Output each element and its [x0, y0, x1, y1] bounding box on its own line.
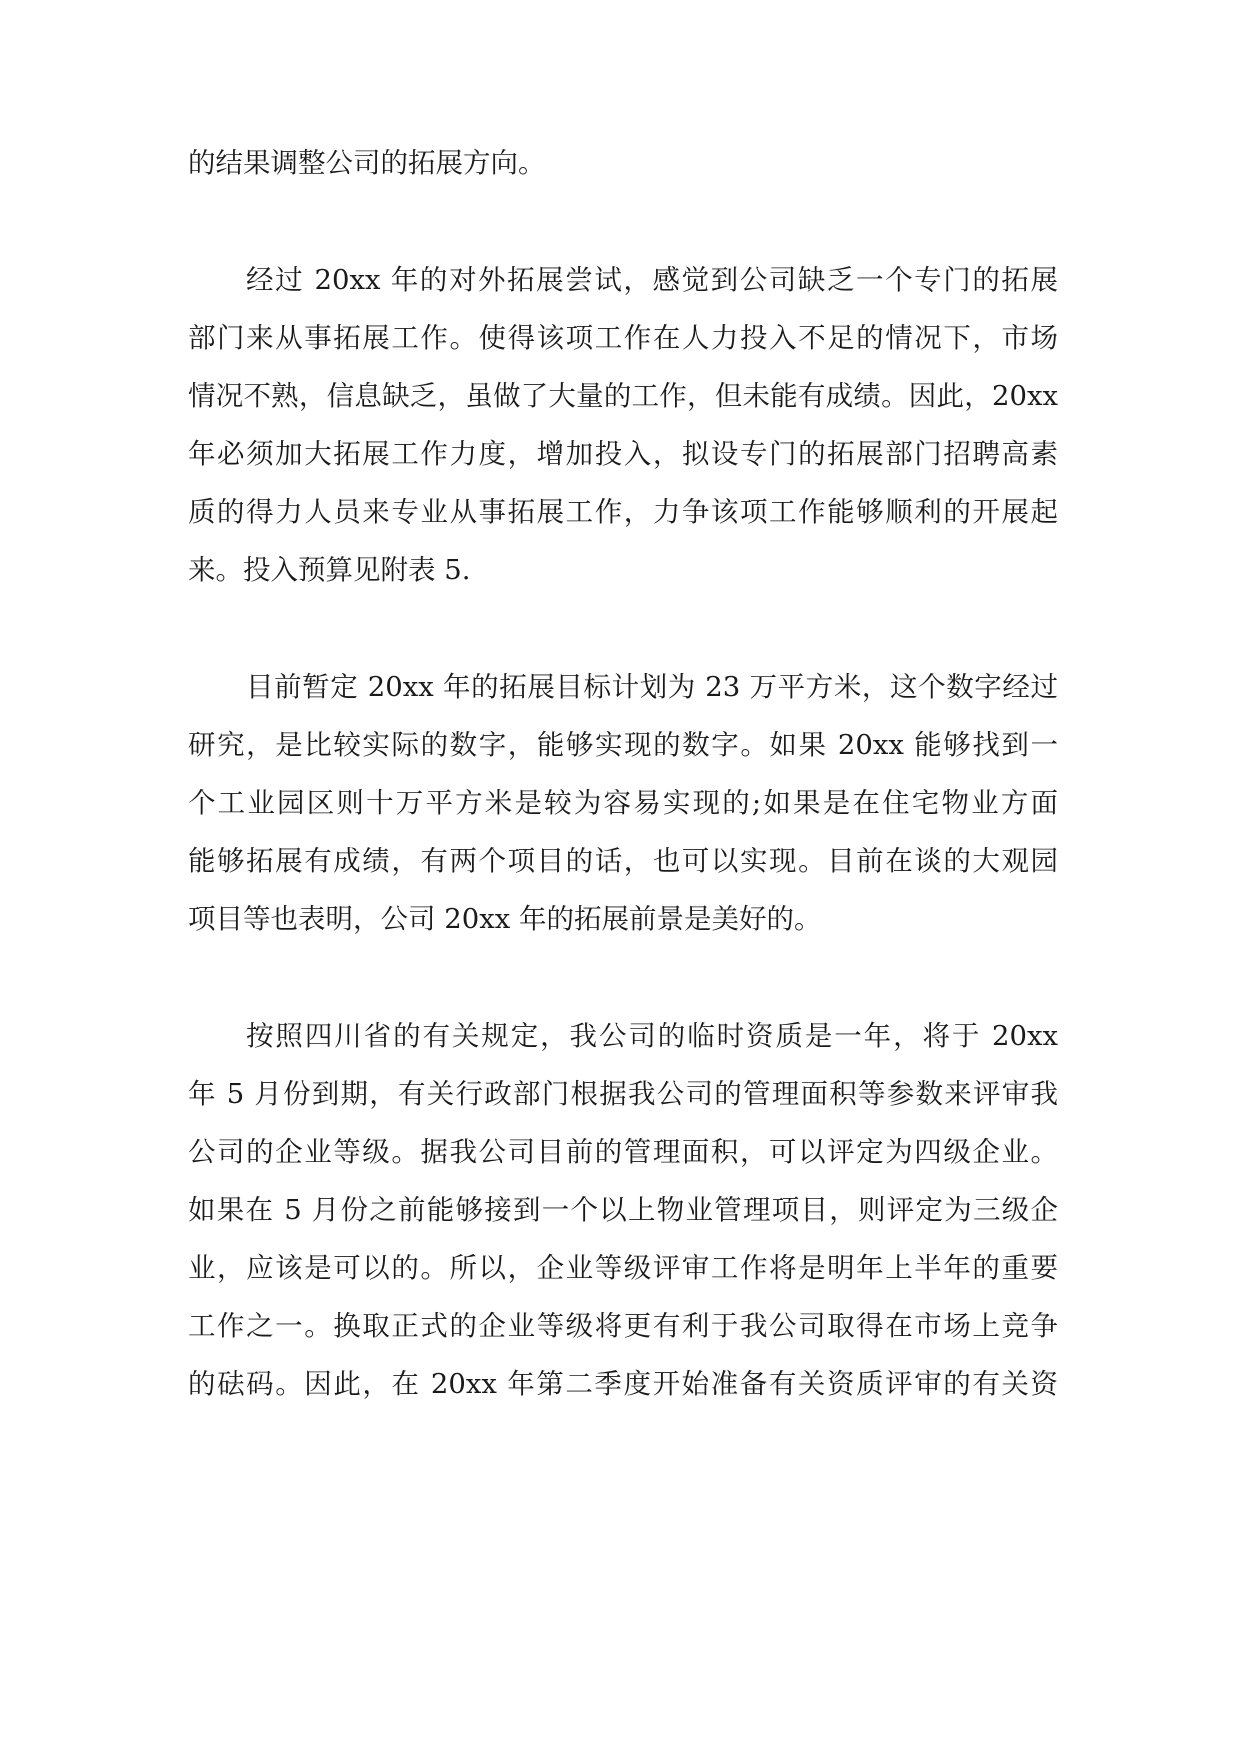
- paragraph-line: 质的得力人员来专业从事拓展工作，力争该项工作能够顺利的开展起: [188, 496, 1058, 528]
- paragraph-line: 按照四川省的有关规定，我公司的临时资质是一年，将于 20xx: [246, 1020, 1058, 1052]
- paragraph-line: 年 5 月份到期，有关行政部门根据我公司的管理面积等参数来评审我: [188, 1078, 1058, 1110]
- paragraph-line: 个工业园区则十万平方米是较为容易实现的;如果是在住宅物业方面: [188, 787, 1058, 819]
- paragraph-line: 业，应该是可以的。所以，企业等级评审工作将是明年上半年的重要: [188, 1252, 1058, 1284]
- paragraph-line: 来。投入预算见附表 5.: [188, 554, 471, 586]
- paragraph-line: 情况不熟，信息缺乏，虽做了大量的工作，但未能有成绩。因此，20xx: [188, 380, 1058, 412]
- paragraph-line: 的结果调整公司的拓展方向。: [188, 147, 546, 179]
- paragraph-line: 工作之一。换取正式的企业等级将更有利于我公司取得在市场上竞争: [188, 1310, 1058, 1342]
- paragraph-line: 经过 20xx 年的对外拓展尝试，感觉到公司缺乏一个专门的拓展: [246, 264, 1058, 296]
- paragraph-line: 的砝码。因此，在 20xx 年第二季度开始准备有关资质评审的有关资: [188, 1368, 1058, 1400]
- paragraph-line: 如果在 5 月份之前能够接到一个以上物业管理项目，则评定为三级企: [188, 1194, 1058, 1226]
- paragraph-line: 能够拓展有成绩，有两个项目的话，也可以实现。目前在谈的大观园: [188, 845, 1058, 877]
- paragraph-line: 年必须加大拓展工作力度，增加投入，拟设专门的拓展部门招聘高素: [188, 438, 1058, 470]
- paragraph-line: 项目等也表明，公司 20xx 年的拓展前景是美好的。: [188, 903, 822, 935]
- paragraph-line: 公司的企业等级。据我公司目前的管理面积，可以评定为四级企业。: [188, 1136, 1058, 1168]
- paragraph-line: 研究，是比较实际的数字，能够实现的数字。如果 20xx 能够找到一: [188, 729, 1058, 761]
- paragraph-line: 目前暂定 20xx 年的拓展目标计划为 23 万平方米，这个数字经过: [246, 671, 1058, 703]
- paragraph-line: 部门来从事拓展工作。使得该项工作在人力投入不足的情况下，市场: [188, 322, 1058, 354]
